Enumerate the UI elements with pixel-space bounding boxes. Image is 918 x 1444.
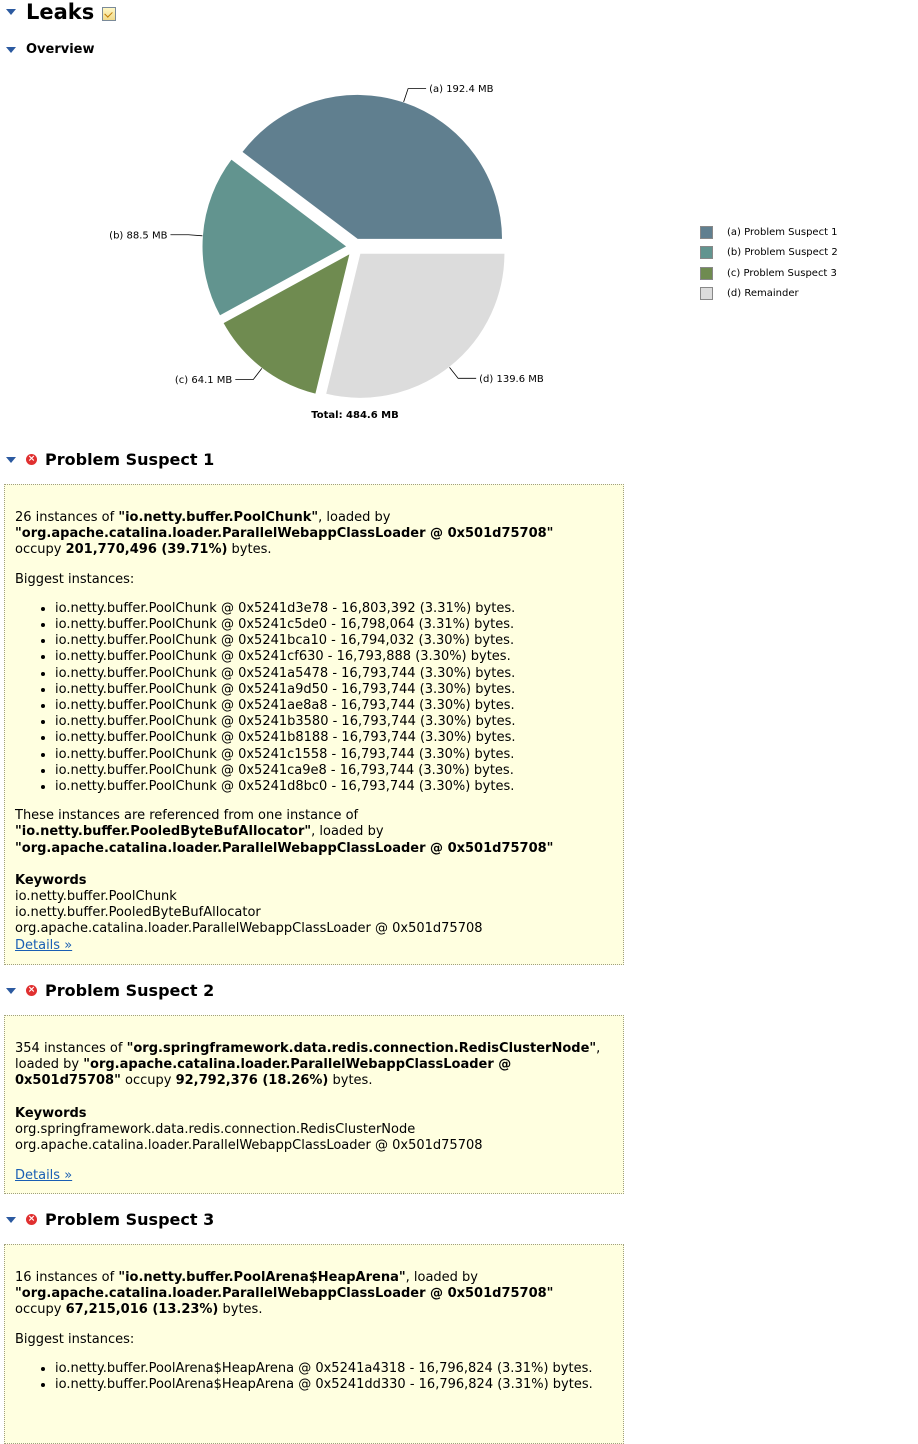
summary-text: occupy (120, 1073, 176, 1089)
error-icon: × (27, 1214, 36, 1224)
occupy-value: 201,770,496 (39.71%) (65, 542, 228, 558)
pie-slice-label: (d) 139.6 MB (479, 373, 544, 385)
summary-text: , loaded by (405, 1270, 479, 1285)
pie-leader-line (170, 235, 202, 236)
overview-header[interactable] (6, 42, 95, 57)
legend-item (700, 263, 838, 284)
collapse-toggle-icon[interactable] (6, 1217, 16, 1223)
instance-item: • io.netty.buffer.PoolChunk @ 0x5241bca10 - 16,794,032 (3.30%) bytes. (55, 633, 613, 649)
keyword-item: io.netty.buffer.PoolChunk (15, 889, 177, 905)
instance-item: • io.netty.buffer.PoolChunk @ 0x5241b8188 - 16,793,744 (3.30%) bytes. (55, 730, 613, 746)
legend-swatch (700, 267, 713, 280)
keyword-item: io.netty.buffer.PooledByteBufAllocator (15, 905, 261, 921)
summary-text: occupy (15, 542, 66, 558)
error-icon: × (27, 985, 36, 995)
details-link[interactable]: Details » (15, 937, 73, 953)
suspect3-header[interactable] (6, 1210, 214, 1229)
legend-label: (d) Remainder (727, 288, 799, 300)
keywords-list (15, 889, 613, 938)
instance-item: • io.netty.buffer.PoolChunk @ 0x5241b3580 - 16,793,744 (3.30%) bytes. (55, 714, 613, 730)
keyword-item: org.springframework.data.redis.connection.RedisClusterNode (15, 1121, 416, 1137)
keyword-item: org.apache.catalina.loader.ParallelWebappClassLoader @ 0x501d75708 (15, 921, 483, 937)
instance-item: • io.netty.buffer.PoolChunk @ 0x5241d3e78 - 16,803,392 (3.31%) bytes. (55, 601, 613, 617)
overview-pie-chart (0, 70, 620, 430)
legend-swatch (700, 287, 713, 300)
loader-name: "org.apache.catalina.loader.ParallelWebappClassLoader @ 0x501d75708" (15, 526, 554, 542)
biggest-instances-label: Biggest instances: (15, 1331, 135, 1347)
pie-leader-line (404, 89, 426, 102)
class-name: "org.springframework.data.redis.connection.RedisClusterNode" (126, 1041, 597, 1056)
loader-name: "org.apache.catalina.loader.ParallelWebappClassLoader @ 0x501d75708" (15, 840, 554, 856)
keywords-label: Keywords (15, 1105, 87, 1121)
page-title: Leaks (26, 0, 95, 24)
summary-text: bytes. (218, 1302, 263, 1318)
error-icon: × (27, 454, 36, 464)
page-header (6, 0, 116, 24)
suspect3-title: Problem Suspect 3 (45, 1210, 215, 1229)
loader-name: "org.apache.catalina.loader.ParallelWebappClassLoader @ (83, 1057, 512, 1073)
pie-total-label: Total: 484.6 MB (311, 410, 399, 421)
instances-list (15, 1361, 595, 1393)
instance-item: • io.netty.buffer.PoolChunk @ 0x5241d8bc0 - 16,793,744 (3.30%) bytes. (55, 779, 613, 795)
legend-item (700, 222, 838, 243)
legend-label: (b) Problem Suspect 2 (727, 247, 838, 259)
class-name: "io.netty.buffer.PoolChunk" (118, 510, 319, 525)
class-name: "io.netty.buffer.PooledByteBufAllocator" (15, 824, 312, 840)
instance-item: • io.netty.buffer.PoolChunk @ 0x5241a5478 - 16,793,744 (3.30%) bytes. (55, 666, 613, 682)
instance-item: • io.netty.buffer.PoolArena$HeapArena @ 0x5241dd330 - 16,796,824 (3.31%) bytes. (55, 1377, 595, 1393)
pie-slice-label: (c) 64.1 MB (174, 374, 233, 386)
collapse-toggle-icon[interactable] (6, 47, 16, 53)
suspect1-header[interactable] (6, 450, 214, 469)
suspect3-summary (15, 1270, 613, 1319)
loader-name: 0x501d75708" (15, 1073, 121, 1089)
legend-label: (a) Problem Suspect 1 (727, 226, 838, 238)
open-in-editor-icon[interactable] (102, 7, 116, 21)
summary-text: 354 instances of (15, 1041, 127, 1056)
legend-swatch (700, 226, 713, 239)
suspect1-panel (4, 484, 624, 965)
summary-text: bytes. (328, 1073, 373, 1089)
summary-text: loaded by (15, 1057, 84, 1073)
pie-slice-label: (a) 192.4 MB (429, 84, 494, 96)
instances-list (15, 601, 613, 795)
instance-item: • io.netty.buffer.PoolArena$HeapArena @ 0x5241a4318 - 16,796,824 (3.31%) bytes. (55, 1361, 595, 1377)
occupy-value: 92,792,376 (18.26%) (175, 1073, 329, 1089)
collapse-toggle-icon[interactable] (6, 457, 16, 463)
summary-text: , (596, 1041, 601, 1056)
suspect2-title: Problem Suspect 2 (45, 981, 215, 1000)
summary-text: , loaded by (318, 510, 391, 525)
loader-name: "org.apache.catalina.loader.ParallelWebappClassLoader @ 0x501d75708" (15, 1286, 554, 1302)
pie-leader-line (235, 368, 262, 379)
suspect1-summary (15, 510, 613, 559)
suspect2-summary (15, 1041, 613, 1090)
pie-leader-line (450, 367, 477, 378)
instance-item: • io.netty.buffer.PoolChunk @ 0x5241ca9e8 - 16,793,744 (3.30%) bytes. (55, 763, 613, 779)
legend-swatch (700, 246, 713, 259)
suspect1-title: Problem Suspect 1 (45, 450, 215, 469)
pie-slices (202, 94, 505, 398)
instance-item: • io.netty.buffer.PoolChunk @ 0x5241cf630 - 16,793,888 (3.30%) bytes. (55, 649, 613, 665)
summary-text: 26 instances of (15, 510, 119, 525)
details-link[interactable]: Details » (15, 1168, 73, 1184)
pie-slice-d (326, 253, 505, 398)
summary-text: bytes. (227, 542, 272, 558)
keyword-item: org.apache.catalina.loader.ParallelWebappClassLoader @ 0x501d75708 (15, 1138, 483, 1154)
suspect3-panel (4, 1244, 624, 1444)
instance-item: • io.netty.buffer.PoolChunk @ 0x5241a9d50 - 16,793,744 (3.30%) bytes. (55, 682, 613, 698)
biggest-instances-label: Biggest instances: (15, 571, 135, 587)
instance-item: • io.netty.buffer.PoolChunk @ 0x5241c1558 - 16,793,744 (3.30%) bytes. (55, 747, 613, 763)
pie-slice-label: (b) 88.5 MB (109, 230, 168, 242)
instance-item: • io.netty.buffer.PoolChunk @ 0x5241ae8a8 - 16,793,744 (3.30%) bytes. (55, 698, 613, 714)
class-name: "io.netty.buffer.PoolArena$HeapArena" (118, 1270, 406, 1285)
summary-text: occupy (15, 1302, 66, 1318)
legend-label: (c) Problem Suspect 3 (727, 267, 837, 279)
legend-item (700, 243, 838, 264)
reference-line: , loaded by (311, 824, 384, 840)
chart-legend (700, 222, 838, 304)
reference-line: These instances are referenced from one instance of (15, 808, 359, 824)
overview-title: Overview (26, 42, 95, 57)
collapse-toggle-icon[interactable] (6, 9, 16, 15)
instance-item: • io.netty.buffer.PoolChunk @ 0x5241c5de0 - 16,798,064 (3.31%) bytes. (55, 617, 613, 633)
reference-text (15, 808, 613, 857)
legend-item (700, 284, 838, 305)
keywords-label: Keywords (15, 872, 87, 888)
suspect2-panel (4, 1015, 624, 1194)
summary-text: 16 instances of (15, 1270, 119, 1285)
keywords-list (15, 1122, 613, 1154)
occupy-value: 67,215,016 (13.23%) (65, 1302, 219, 1318)
collapse-toggle-icon[interactable] (6, 988, 16, 994)
suspect2-header[interactable] (6, 981, 214, 1000)
